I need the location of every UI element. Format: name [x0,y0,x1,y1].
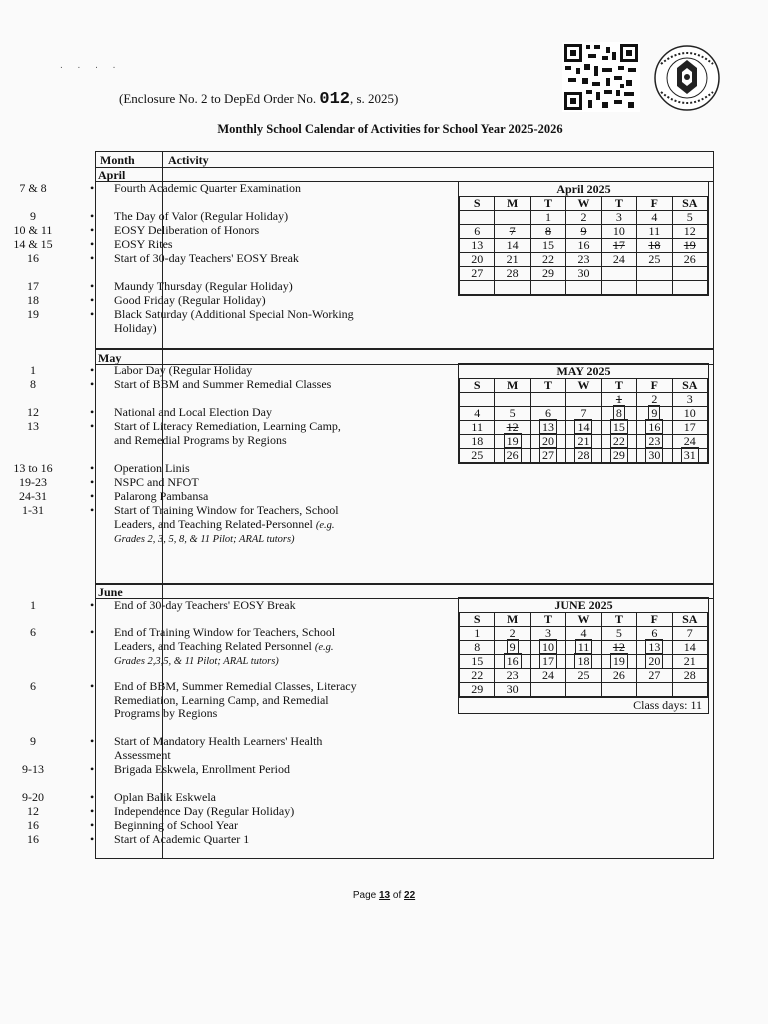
calendar-day: 1 [601,393,636,407]
activity-date: 24-31 [19,489,47,503]
activity-date: 10 & 11 [13,223,53,237]
calendar-day: 28 [672,669,707,683]
calendar-day: 21 [672,655,707,669]
weekday-header: F [637,197,672,211]
enclosure-line [119,90,398,109]
weekday-header: M [495,379,530,393]
calendar-day: 30 [566,267,601,281]
bullet-icon: • [90,377,95,391]
calendar-day: 4 [460,407,495,421]
bullet-icon: • [90,790,95,804]
calendar-day: 29 [601,449,636,463]
activity-text: Start of Mandatory Health Learners' Health Assessment [114,734,323,762]
calendar-day: 29 [530,267,565,281]
calendar-day [672,281,707,295]
calendar-day: 8 [460,641,495,655]
calendar-day [530,393,565,407]
calendar-day: 16 [566,239,601,253]
activity-text: National and Local Election Day [114,405,272,419]
calendar-day: 30 [495,683,530,697]
bullet-icon: • [90,818,95,832]
weekday-header: S [460,613,495,627]
calendar-day [637,267,672,281]
weekday-header: W [566,379,601,393]
calendar-day: 10 [530,641,565,655]
activity-date: 18 [27,293,39,307]
calendar-day: 31 [672,449,707,463]
calendar-day: 13 [460,239,495,253]
calendar-day [530,683,565,697]
calendar-day: 15 [530,239,565,253]
calendar-day: 2 [566,211,601,225]
calendar-day: 20 [460,253,495,267]
calendar-day: 25 [637,253,672,267]
calendar-day: 23 [637,435,672,449]
may-section-divider [96,348,713,350]
calendar-day: 15 [460,655,495,669]
scan-marks: . . . . [60,60,122,71]
calendar-week [460,683,708,697]
weekday-header: W [566,197,601,211]
activity-date: 6 [30,679,36,693]
calendar-day: 3 [530,627,565,641]
activity-text: Good Friday (Regular Holiday) [114,293,266,307]
bullet-icon: • [90,279,95,293]
calendar-week [460,211,708,225]
activity-date: 16 [27,818,39,832]
calendar-day [495,211,530,225]
activity-note: (e.g. Grades 2, 3, 5, 8, & 11 Pilot; ARAL tutors) [114,519,335,546]
calendar-day: 26 [495,449,530,463]
calendar-day: 20 [637,655,672,669]
calendar-grid [459,378,708,463]
calendar-day: 25 [460,449,495,463]
bullet-icon: • [90,804,95,818]
calendar-day: 24 [601,253,636,267]
activity-text: Start of BBM and Summer Remedial Classes [114,377,332,391]
june-calendar [458,597,709,714]
calendar-day: 1 [460,627,495,641]
activity-text: NSPC and NFOT [114,475,199,489]
calendar-day: 22 [460,669,495,683]
calendar-day [495,393,530,407]
month-label-april: April [98,168,126,182]
bullet-icon: • [90,251,95,265]
calendar-day: 25 [566,669,601,683]
weekday-header: M [495,613,530,627]
calendar-day: 16 [495,655,530,669]
calendar-day [601,281,636,295]
activity-date: 17 [27,279,39,293]
bullet-icon: • [90,307,95,321]
calendar-title: MAY 2025 [556,364,611,378]
activity-date: 7 & 8 [19,181,47,195]
calendar-day: 6 [460,225,495,239]
activity-text: Maundy Thursday (Regular Holiday) [114,279,293,293]
activity-text: Beginning of School Year [114,818,238,832]
weekday-header: SA [672,613,707,627]
bullet-icon: • [90,832,95,846]
calendar-day: 15 [601,421,636,435]
page-total: 22 [404,890,416,901]
calendar-day: 23 [495,669,530,683]
activity-text: EOSY Deliberation of Honors [114,223,260,237]
calendar-week [460,253,708,267]
footer-prefix: Page [352,890,379,901]
activity-date: 14 & 15 [13,237,53,251]
calendar-week [460,655,708,669]
calendar-day: 21 [566,435,601,449]
activity-text: EOSY Rites [114,237,173,251]
calendar-day: 10 [601,225,636,239]
calendar-day: 8 [530,225,565,239]
calendar-day [566,393,601,407]
april-calendar [458,181,709,296]
calendar-day: 8 [601,407,636,421]
may-calendar [458,363,709,464]
calendar-day: 19 [672,239,707,253]
weekday-header: T [530,197,565,211]
calendar-day: 10 [672,407,707,421]
activity-date: 12 [27,405,39,419]
bullet-icon: • [90,405,95,419]
bullet-icon: • [90,461,95,475]
calendar-day [601,267,636,281]
calendar-day: 27 [460,267,495,281]
calendar-day: 20 [530,435,565,449]
bullet-icon: • [90,625,95,639]
calendar-day: 11 [637,225,672,239]
activity-text: Black Saturday (Additional Special Non-Working Holiday) [114,307,354,335]
calendar-day: 12 [601,641,636,655]
activity-date: 1 [30,363,36,377]
calendar-day: 23 [566,253,601,267]
calendar-day: 30 [637,449,672,463]
calendar-day: 27 [637,669,672,683]
calendar-day: 24 [672,435,707,449]
col-header-activity: Activity [168,153,209,167]
activity-text: Start of Academic Quarter 1 [114,832,250,846]
calendar-day: 16 [637,421,672,435]
activity-text: Start of Literacy Remediation, Learning Camp, and Remedial Programs by Regions [114,419,341,447]
activity-text: Palarong Pambansa [114,489,209,503]
calendar-day: 11 [460,421,495,435]
calendar-day: 28 [566,449,601,463]
month-label-may: May [98,351,122,365]
calendar-day: 3 [601,211,636,225]
calendar-day: 14 [495,239,530,253]
activity-date: 8 [30,377,36,391]
calendar-week [460,267,708,281]
activity-text: Start of 30-day Teachers' EOSY Break [114,251,299,265]
calendar-day [566,683,601,697]
activity-text [114,504,359,547]
calendar-day: 7 [672,627,707,641]
calendar-day [672,267,707,281]
calendar-day: 14 [566,421,601,435]
bullet-icon: • [90,734,95,748]
calendar-day: 9 [637,407,672,421]
activity-note: (e.g. Grades 2,3,5, & 11 Pilot; ARAL tutors) [114,641,334,668]
weekday-header: F [637,613,672,627]
bullet-icon: • [90,419,95,433]
activity-date: 1 [30,598,36,612]
calendar-day: 22 [530,253,565,267]
calendar-day [530,281,565,295]
calendar-day: 19 [495,435,530,449]
page-footer [0,890,768,901]
enclosure-prefix: (Enclosure No. 2 to DepEd Order No. [119,91,320,106]
order-number: 012 [319,90,350,109]
calendar-day: 17 [672,421,707,435]
calendar-day [601,683,636,697]
calendar-day: 11 [566,641,601,655]
weekday-header: T [530,379,565,393]
calendar-day: 13 [530,421,565,435]
calendar-day: 21 [495,253,530,267]
calendar-day [460,393,495,407]
page-title: Monthly School Calendar of Activities for School Year 2025-2026 [217,122,563,136]
calendar-day: 4 [566,627,601,641]
activity-main: Start of Training Window for Teachers, School Leaders, and Teaching Related-Personnel [114,503,339,531]
calendar-day: 9 [495,641,530,655]
activity-date: 9 [30,734,36,748]
weekday-header: SA [672,197,707,211]
calendar-day: 28 [495,267,530,281]
calendar-day: 19 [601,655,636,669]
calendar-day: 7 [566,407,601,421]
weekday-header: T [530,613,565,627]
calendar-week [460,281,708,295]
enclosure-suffix: , s. 2025) [349,91,399,106]
calendar-week [460,449,708,463]
calendar-day: 29 [460,683,495,697]
bullet-icon: • [90,475,95,489]
weekday-header: W [566,613,601,627]
bullet-icon: • [90,209,95,223]
calendar-day: 26 [672,253,707,267]
bullet-icon: • [90,489,95,503]
class-days-count: Class days: 11 [459,697,708,713]
calendar-grid [459,612,708,697]
bullet-icon: • [90,223,95,237]
activity-date: 19 [27,307,39,321]
activity-text: Oplan Balik Eskwela [114,790,216,804]
activity-text [114,626,359,669]
calendar-week [460,393,708,407]
activity-date: 1-31 [22,503,44,517]
bullet-icon: • [90,363,95,377]
activity-text: Fourth Academic Quarter Examination [114,181,301,195]
calendar-day: 27 [530,449,565,463]
calendar-day: 24 [530,669,565,683]
calendar-day [637,683,672,697]
weekday-header: S [460,379,495,393]
calendar-day: 5 [601,627,636,641]
bullet-icon: • [90,679,95,693]
calendar-day: 18 [460,435,495,449]
weekday-header: S [460,197,495,211]
calendar-day: 17 [530,655,565,669]
weekday-header: T [601,613,636,627]
activity-date: 12 [27,804,39,818]
calendar-day: 5 [495,407,530,421]
calendar-day: 12 [672,225,707,239]
calendar-week [460,669,708,683]
bullet-icon: • [90,293,95,307]
calendar-title: JUNE 2025 [554,598,613,612]
calendar-grid [459,196,708,295]
calendar-day: 13 [637,641,672,655]
calendar-day: 22 [601,435,636,449]
col-header-month: Month [100,153,135,167]
activity-date: 9 [30,209,36,223]
calendar-day: 5 [672,211,707,225]
weekday-header: F [637,379,672,393]
page-current: 13 [378,890,391,901]
activity-date: 13 [27,419,39,433]
deped-seal-logo [649,44,725,112]
weekday-header: T [601,197,636,211]
bullet-icon: • [90,237,95,251]
calendar-day: 2 [495,627,530,641]
activity-text: End of BBM, Summer Remedial Classes, Literacy Remediation, Learning Camp, and Remedial Programs by Regions [114,679,357,721]
calendar-week [460,239,708,253]
activity-text: End of 30-day Teachers' EOSY Break [114,598,296,612]
calendar-day: 17 [601,239,636,253]
calendar-day [495,281,530,295]
activity-text: Operation Linis [114,461,190,475]
calendar-day [566,281,601,295]
june-section-divider [96,583,713,585]
activity-text: Independence Day (Regular Holiday) [114,804,295,818]
calendar-day: 26 [601,669,636,683]
calendar-title: April 2025 [556,182,611,196]
calendar-day [460,281,495,295]
bullet-icon: • [90,181,95,195]
qr-code-icon [562,42,640,112]
calendar-day: 6 [530,407,565,421]
footer-mid: of [390,890,405,901]
activity-text: Brigada Eskwela, Enrollment Period [114,762,290,776]
calendar-day: 18 [637,239,672,253]
bullet-icon: • [90,503,95,517]
activity-date: 16 [27,832,39,846]
calendar-day: 18 [566,655,601,669]
bullet-icon: • [90,598,95,612]
activity-date: 19-23 [19,475,47,489]
calendar-day: 1 [530,211,565,225]
calendar-day: 9 [566,225,601,239]
calendar-day: 4 [637,211,672,225]
activity-main: End of Training Window for Teachers, School Leaders, and Teaching Related Personnel [114,625,336,653]
activity-date: 16 [27,251,39,265]
activity-text: Labor Day (Regular Holiday [114,363,253,377]
calendar-week [460,225,708,239]
calendar-day [672,683,707,697]
weekday-header: T [601,379,636,393]
calendar-day [460,211,495,225]
calendar-day: 14 [672,641,707,655]
calendar-day [637,281,672,295]
calendar-day: 2 [637,393,672,407]
activity-date: 9-13 [22,762,44,776]
weekday-header: M [495,197,530,211]
activity-text: The Day of Valor (Regular Holiday) [114,209,289,223]
calendar-day: 3 [672,393,707,407]
activity-date: 9-20 [22,790,44,804]
activity-date: 6 [30,625,36,639]
weekday-header: SA [672,379,707,393]
activity-date: 13 to 16 [13,461,53,475]
month-label-june: June [98,585,123,599]
calendar-day: 7 [495,225,530,239]
bullet-icon: • [90,762,95,776]
calendar-day: 12 [495,421,530,435]
calendar-day: 6 [637,627,672,641]
